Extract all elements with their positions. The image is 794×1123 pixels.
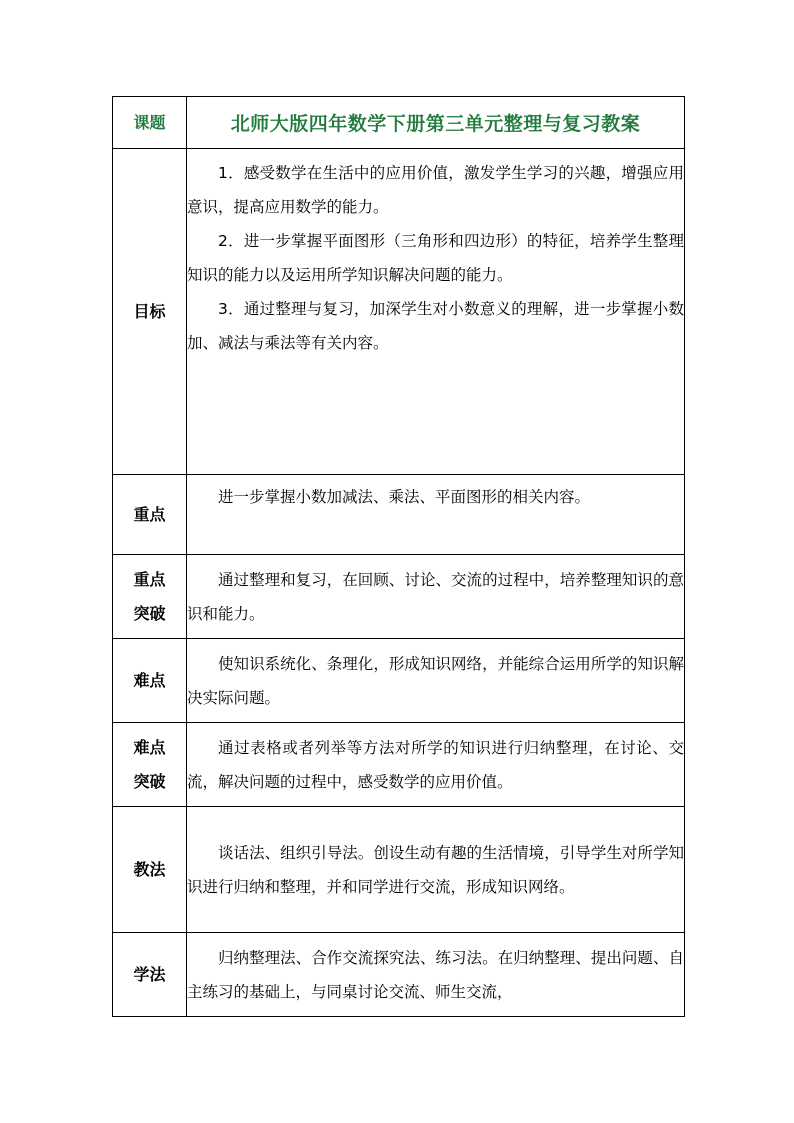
title-label: 课题 xyxy=(113,97,187,149)
key-point-content xyxy=(187,475,685,555)
key-breakthrough-content xyxy=(187,555,685,639)
learning-method-label: 学法 xyxy=(113,933,187,1017)
key-breakthrough-label-line1: 重点 xyxy=(133,569,166,589)
goals-row xyxy=(113,149,685,475)
key-point-text: 进一步掌握小数加减法、乘法、平面图形的相关内容。 xyxy=(218,488,591,506)
difficulty-breakthrough-label xyxy=(113,723,187,807)
difficulty-row xyxy=(113,639,685,723)
learning-method-text: 归纳整理法、合作交流探究法、练习法。在归纳整理、提出问题、自主练习的基础上，与同桌讨论交流、师生交流， xyxy=(187,948,684,1001)
goal-item-2: 2．进一步掌握平面图形（三角形和四边形）的特征，培养学生整理知识的能力以及运用所学知识解决问题的能力。 xyxy=(187,232,684,284)
key-point-label: 重点 xyxy=(113,475,187,555)
difficulty-content xyxy=(187,639,685,723)
goals-content xyxy=(187,149,685,475)
key-breakthrough-label-line2: 突破 xyxy=(133,603,166,623)
title-row xyxy=(113,97,685,149)
learning-method-content xyxy=(187,933,685,1017)
difficulty-text: 使知识系统化、条理化，形成知识网络，并能综合运用所学的知识解决实际问题。 xyxy=(187,654,684,707)
key-breakthrough-label xyxy=(113,555,187,639)
key-point-row xyxy=(113,475,685,555)
difficulty-breakthrough-content xyxy=(187,723,685,807)
goal-item-3: 3．通过整理与复习，加深学生对小数意义的理解，进一步掌握小数加、减法与乘法等有关内容。 xyxy=(187,300,684,352)
goal-item-1: 1．感受数学在生活中的应用价值，激发学生学习的兴趣，增强应用意识，提高应用数学的能力。 xyxy=(187,164,684,216)
learning-method-row xyxy=(113,933,685,1017)
difficulty-breakthrough-text: 通过表格或者列举等方法对所学的知识进行归纳整理，在讨论、交流，解决问题的过程中，感受数学的应用价值。 xyxy=(187,738,684,791)
key-breakthrough-text: 通过整理和复习，在回顾、讨论、交流的过程中，培养整理知识的意识和能力。 xyxy=(187,570,684,623)
difficulty-breakthrough-label-line1: 难点 xyxy=(133,737,166,757)
lesson-plan-table xyxy=(112,96,685,1017)
teaching-method-text: 谈话法、组织引导法。创设生动有趣的生活情境，引导学生对所学知识进行归纳和整理，并和同学进行交流，形成知识网络。 xyxy=(187,843,684,896)
difficulty-breakthrough-label-line2: 突破 xyxy=(133,771,166,791)
goals-label: 目标 xyxy=(113,149,187,475)
lesson-title: 北师大版四年数学下册第三单元整理与复习教案 xyxy=(187,97,685,149)
teaching-method-content xyxy=(187,807,685,933)
teaching-method-row xyxy=(113,807,685,933)
difficulty-label: 难点 xyxy=(113,639,187,723)
difficulty-breakthrough-row xyxy=(113,723,685,807)
key-breakthrough-row xyxy=(113,555,685,639)
teaching-method-label: 教法 xyxy=(113,807,187,933)
